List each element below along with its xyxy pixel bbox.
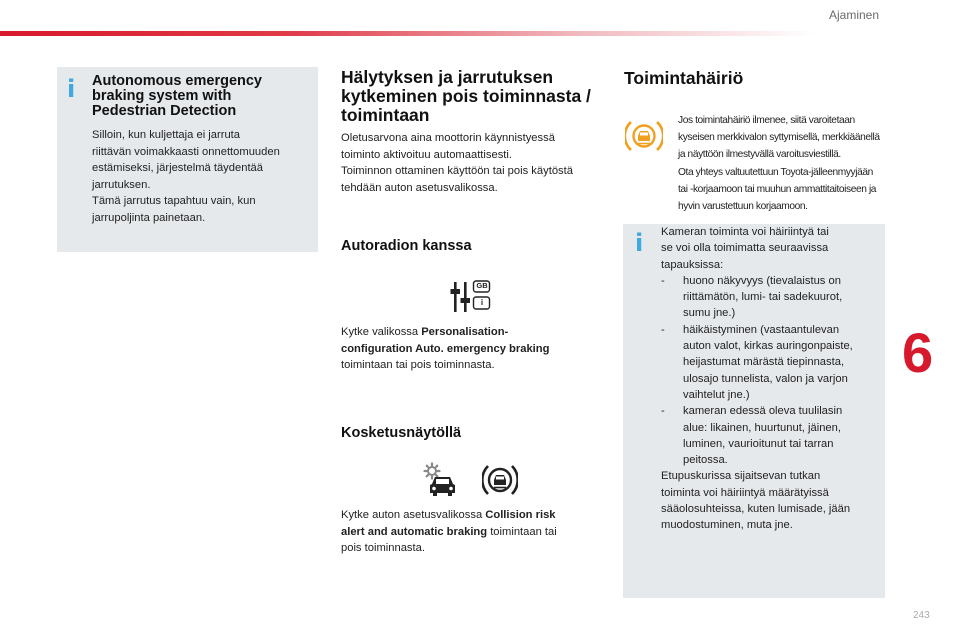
- activation-text: Oletusarvona aina moottorin käynnistyessä toiminto aktivoituu automaattisesti. Toiminnon ottaminen käyttöön tai pois käytöstä tehdään auton asetusvalikossa.: [341, 132, 573, 194]
- settings-sliders-icon: [450, 280, 498, 314]
- car-settings-icon: [423, 462, 459, 498]
- fault-title: Toimintahäiriö: [624, 68, 744, 88]
- radio-text: Kytke valikossa Personalisation- configuration Auto. emergency braking toimintaan tai pois toiminnasta.: [341, 326, 550, 371]
- header-accent-bar: [0, 31, 960, 36]
- activation-title: Hälytyksen ja jarrutuksen kytkeminen pois toiminnasta / toimintaan: [341, 67, 591, 125]
- collision-warning-lamp-icon: [625, 120, 663, 152]
- touch-title: Kosketusnäytöllä: [341, 425, 462, 441]
- page-number: 243: [913, 610, 930, 621]
- touch-text: Kytke auton asetusvalikossa Collision risk alert and automatic braking toimintaan tai pois toiminnasta.: [341, 509, 557, 554]
- fault-text: Jos toimintahäiriö ilmenee, siitä varoitetaan kyseisen merkkivalon syttymisellä, merkkiäänellä ja näyttöön ilmestyvällä varoitusviestillä. Ota yhteys valtuutettuun Toyota-jälleenmyyjään tai -korjaamoon tai muuhun ammattitaitoiseen ja hyvin varustettuun korjaamoon.: [678, 115, 880, 213]
- language-badge-text: GB: [476, 281, 488, 290]
- list-item: - kameran edessä oleva tuulilasin alue: likainen, huurtunut, jäinen, luminen, vaurioitunut tai tarran peitossa.: [661, 405, 843, 467]
- list-item: - huono näkyvyys (tievalaistus on riittämätön, lumi- tai sadekuurot, sumu jne.): [661, 274, 843, 320]
- info-box-aeb: [57, 67, 318, 252]
- radio-title: Autoradion kanssa: [341, 238, 472, 254]
- info-box-camera: [623, 224, 885, 598]
- info-box-text: Silloin, kun kuljettaja ei jarruta riittävän voimakkaasti onnettomuuden estämiseksi, järjestelmä täydentää jarrutuksen. Tämä jarrutus tapahtuu vain, kun jarrupoljinta painetaan.: [92, 129, 280, 224]
- info-icon: i: [67, 75, 76, 103]
- info-badge-text: i: [480, 297, 484, 307]
- info-box-title: Autonomous emergency braking system with Pedestrian Detection: [92, 73, 262, 119]
- collision-warning-icon: [482, 463, 518, 497]
- section-title: Ajaminen: [829, 8, 880, 22]
- camera-conditions-list: [661, 273, 876, 469]
- camera-box-text: Kameran toiminta voi häiriintyä tai se voi olla toimimatta seuraavissa tapauksissa: - huono näkyvyys (tievalaistus on riittämätön, lumi- tai sadekuurot, sumu jne.) - häikäistyminen (vastaantulevan auton valot, kirkas auringonpaiste, heijastumat märästä tiepinnasta, ulosajo tunnelista, valon ja varjon vaihtelut jne.) - kameran edessä oleva tuulilasin alue: likainen, huurtunut, jäinen, luminen, vaurioitunut tai tarran peitossa. Etupuskurissa sijaitsevan tutkan toiminta voi häiriintyä määrätyissä sääolosuhteissa, kuten lumisade, jään muodostuminen, muta jne.: [661, 224, 876, 534]
- list-item: - häikäistyminen (vastaantulevan auton valot, kirkas auringonpaiste, heijastumat märästä tiepinnasta, ulosajo tunnelista, valon ja varjon vaihtelut jne.): [661, 323, 853, 401]
- chapter-number: 6: [902, 321, 934, 384]
- info-icon: i: [635, 229, 644, 257]
